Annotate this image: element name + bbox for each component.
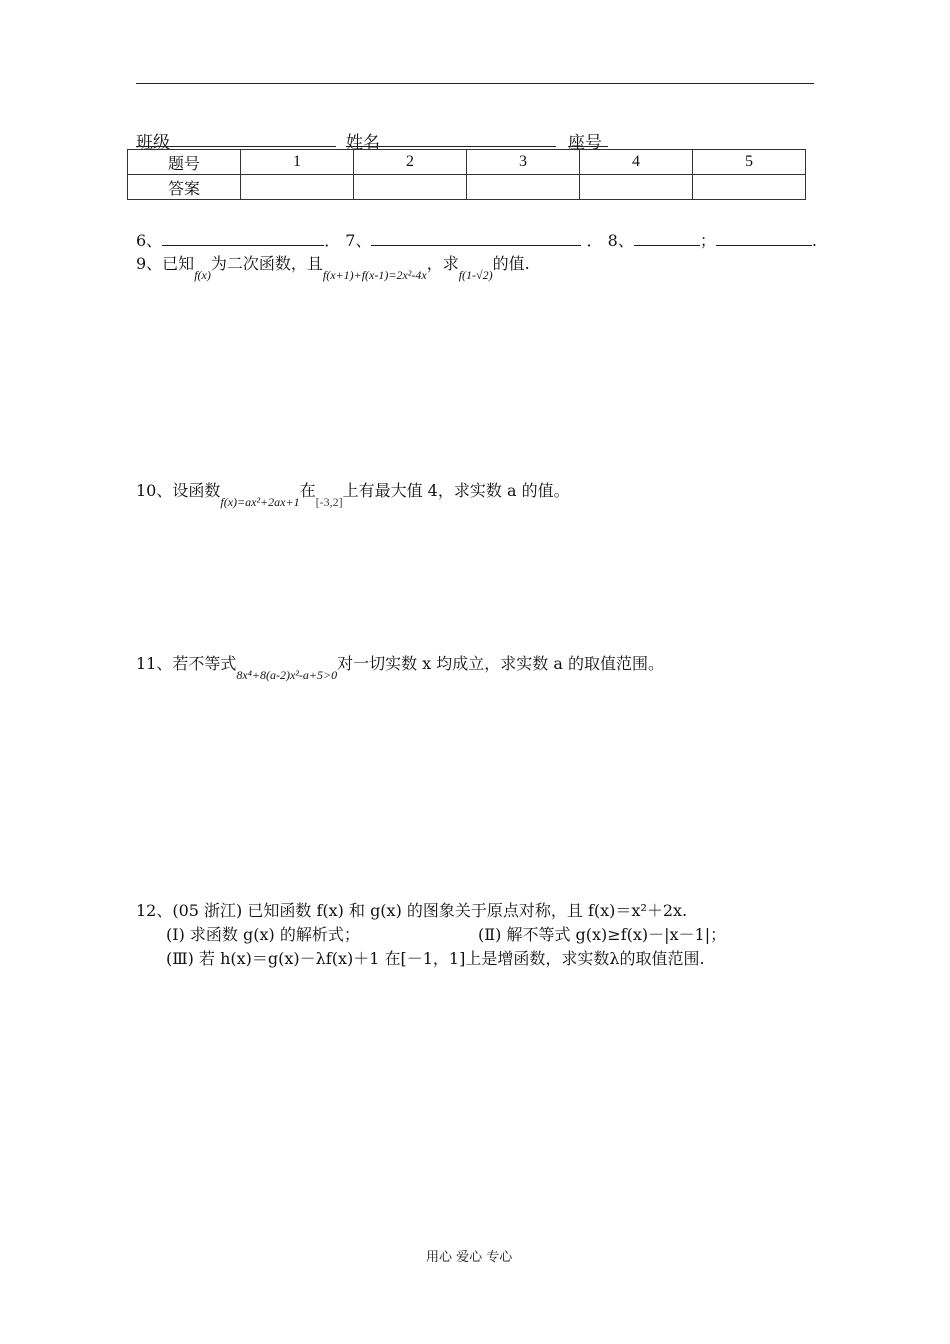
q10-mid: 在: [299, 481, 316, 500]
q9-ask: ，求: [426, 254, 459, 273]
q9-suffix: 的值.: [492, 254, 530, 273]
row-label-question: 题号: [128, 150, 241, 175]
row-label-answer: 答案: [128, 175, 241, 200]
class-blank[interactable]: [136, 146, 336, 147]
q10-suffix: 上有最大值 4，求实数 a 的值。: [342, 481, 570, 500]
q7-blank[interactable]: [371, 231, 581, 246]
q11-suffix: 对一切实数 x 均成立，求实数 a 的取值范围。: [337, 654, 664, 673]
answer-cell[interactable]: [241, 175, 354, 200]
q11-prefix: 11、若不等式: [136, 654, 237, 673]
question-12-part-3: (Ⅲ) 若 h(x)＝g(x)－λf(x)＋1 在[－1，1]上是增函数，求实数λ的取值范围.: [166, 949, 705, 968]
q10-prefix: 10、设函数: [136, 481, 221, 500]
q7-label: 7、: [345, 231, 372, 250]
question-12-part-1: (Ⅰ) 求函数 g(x) 的解析式；: [166, 925, 360, 944]
question-number: 3: [467, 150, 580, 175]
question-12-statement: 12、(05 浙江) 已知函数 f(x) 和 g(x) 的图象关于原点对称，且 f(x)＝x²＋2x.: [136, 901, 688, 920]
table-row: [128, 175, 806, 200]
table-row: [128, 150, 806, 175]
question-11: [136, 654, 664, 682]
page-footer: 用心 爱心 专心: [426, 1250, 513, 1265]
q10-function: f(x)=ax²+2ax+1: [220, 495, 300, 509]
q9-target: f(1-√2): [458, 268, 493, 282]
question-10: [136, 481, 570, 509]
q8-blank-1[interactable]: [634, 231, 700, 246]
question-number: 4: [580, 150, 693, 175]
q10-interval: [-3,2]: [315, 495, 343, 509]
question-12-part-2: (Ⅱ) 解不等式 g(x)≥f(x)－|x－1|；: [478, 925, 727, 944]
seat-blank[interactable]: [568, 146, 608, 147]
q9-fx: f(x): [194, 268, 211, 282]
question-number: 2: [354, 150, 467, 175]
q6-blank[interactable]: [162, 231, 324, 246]
q8-sep: ；: [699, 231, 716, 250]
name-label: 姓名: [346, 133, 380, 153]
answer-cell[interactable]: [580, 175, 693, 200]
q8-label: 8、: [607, 231, 634, 250]
q9-mid: 为二次函数，且: [210, 254, 323, 273]
q8-blank-2[interactable]: [716, 231, 812, 246]
question-9: [136, 254, 530, 282]
fill-in-line: 6、 ． 7、 ． 8、 ； .: [136, 231, 817, 250]
answer-cell[interactable]: [693, 175, 806, 200]
q9-equation: f(x+1)+f(x-1)=2x²-4x: [322, 268, 427, 282]
question-number: 1: [241, 150, 354, 175]
answer-cell[interactable]: [354, 175, 467, 200]
name-blank[interactable]: [346, 146, 556, 147]
q6-label: 6、: [136, 231, 163, 250]
answer-table: [127, 149, 806, 200]
question-number: 5: [693, 150, 806, 175]
class-label: 班级: [136, 133, 170, 153]
top-rule: [136, 83, 814, 84]
seat-label: 座号: [568, 133, 602, 153]
q11-inequality: 8x⁴+8(a-2)x²-a+5>0: [236, 668, 338, 682]
q9-prefix: 9、已知: [136, 254, 195, 273]
answer-cell[interactable]: [467, 175, 580, 200]
